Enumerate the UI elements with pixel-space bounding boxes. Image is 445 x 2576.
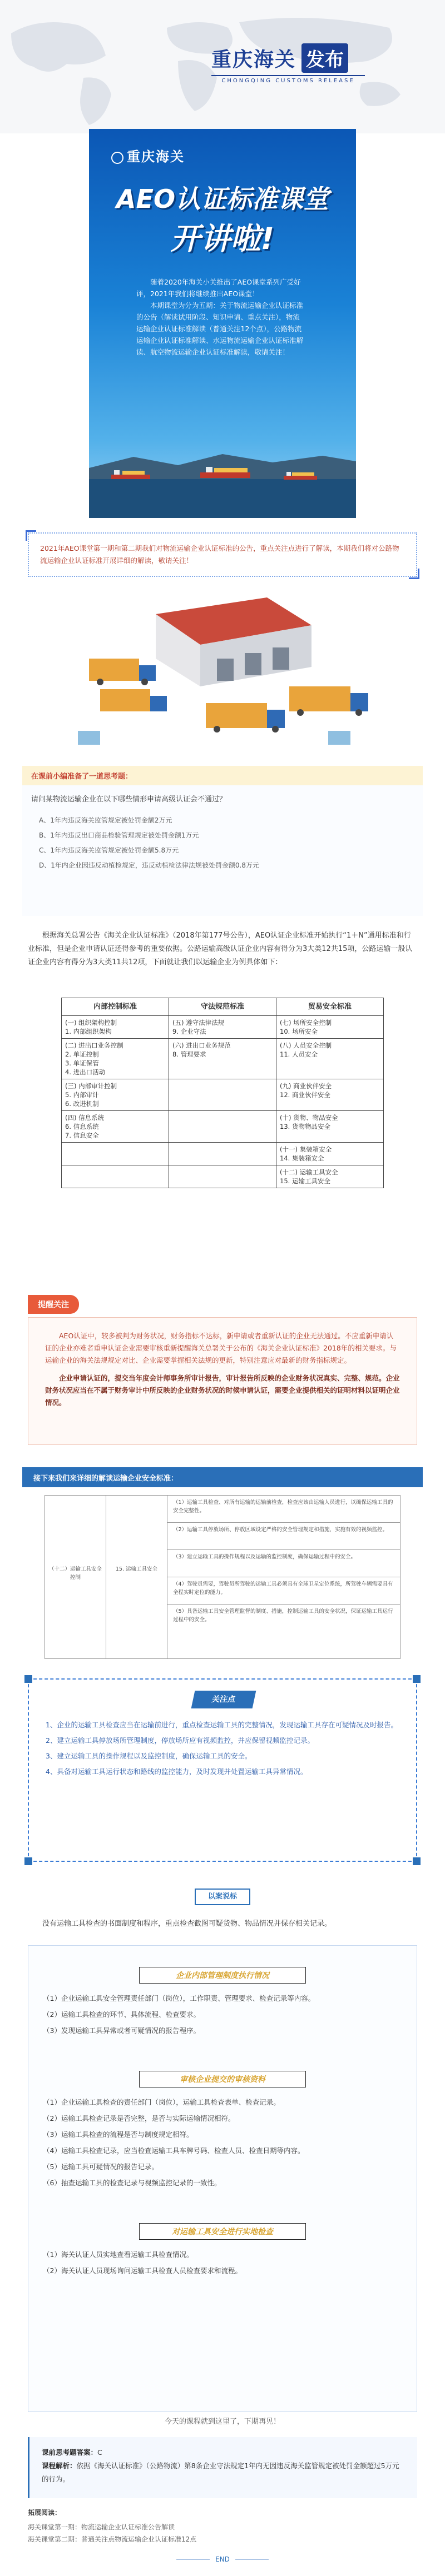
case-section-heading: 审核企业提交的审核资料 xyxy=(139,2071,306,2087)
answer-value: C xyxy=(97,2448,102,2457)
further-reading xyxy=(28,2507,417,2545)
port-ships-illustration xyxy=(89,440,356,518)
table-row xyxy=(62,1143,384,1165)
table-cell: (二) 进出口业务控制 2. 单证控制 3. 单证保管 4. 进出口活动 xyxy=(62,1039,169,1079)
case-item: （1）企业运输工具安全管理责任部门（岗位），工作职责、管理要求、检查记录等内容。 xyxy=(43,1994,315,2002)
corner-decoration xyxy=(413,1675,421,1683)
notice-title: 关注点 xyxy=(191,1691,256,1708)
table-cell: (十二) 运输工具安全 15. 运输工具安全 xyxy=(276,1165,384,1188)
case-item: （1）企业运输工具检查的责任部门（岗位），运输工具检查表单、检查记录。 xyxy=(43,2098,280,2106)
table-cell: (八) 人员安全控制 11. 人员安全 xyxy=(276,1039,384,1079)
security-section-bar: 接下来我们来详细的解读运输企业安全标准： xyxy=(22,1467,423,1487)
table-row xyxy=(62,1165,384,1188)
case-item: （1）海关认证人员实地查看运输工具检查情况。 xyxy=(43,2250,194,2259)
quiz-option: A、1年内违反海关监管规定被处罚金额2万元 xyxy=(39,816,172,824)
poster-description xyxy=(136,276,303,358)
case-item: （2）运输工具检查的环节、具体流程、检查要求。 xyxy=(43,2010,200,2019)
corner-decoration xyxy=(413,1857,421,1865)
poster-paragraph: 本期课堂为分为五期：关于物流运输企业认证标准的公告（解读试用阶段、知识申请、重点关注），物流运输企业认证标准解读（普通关注12个点），公路物流运输企业认证标准解读、水运物流运输企业认证标准解读、航空物流运输企业认证标准解读，敬请关注！ xyxy=(136,301,304,356)
logistics-warehouse-illustration xyxy=(67,592,378,753)
end-marker: END xyxy=(0,2555,445,2563)
table-cell: (七) 场所安全控制 10. 场所安全 xyxy=(276,1016,384,1039)
poster-subtitle: 开讲啦! xyxy=(170,221,275,256)
case-item: （4）运输工具检查记录，应当检查运输工具车牌号码、检查人员、检查日期等内容。 xyxy=(43,2146,305,2155)
standards-table-body xyxy=(62,1016,384,1188)
case-section-heading: 对运输工具安全进行实地检查 xyxy=(139,2223,306,2240)
header-banner xyxy=(0,0,445,133)
table-cell xyxy=(62,1143,169,1165)
reading-link[interactable]: 海关课堂第二期：普通关注点物流运输企业认证标准12点 xyxy=(28,2535,197,2543)
table-cell: (四) 信息系统 6. 信息系统 7. 信息安全 xyxy=(62,1111,169,1143)
logo-title: 重庆海关 xyxy=(211,48,296,71)
reading-link[interactable]: 海关课堂第一期：物流运输企业认证标准公告解读 xyxy=(28,2523,175,2531)
quiz-question: 请问某物流运输企业在以下哪些情形申请高级认证会不通过？ xyxy=(31,795,227,804)
table-cell xyxy=(169,1111,276,1143)
quiz-heading: 在课前小编准备了一道思考题： xyxy=(22,766,423,785)
poster-title: AEO认证标准课堂 xyxy=(116,184,329,214)
tip-paragraph: AEO认证中，较多被判为财务状况，财务指标不达标，新申请或者重新认证的企业无法通过。不应重新申请认证的企业亦难者重申认证企业需要审核重新提醒海关总署关于公布的《海关企业认证标准》2018年的相关要求。与运输企业的海关法规规定对比、企业需要掌握相关法规的更新，特别注意应对最新的财务指标规定。 xyxy=(45,1332,397,1364)
table-row xyxy=(62,1079,384,1111)
table-cell: (十) 货物、物品安全 13. 货物物品安全 xyxy=(276,1111,384,1143)
case-intro: 没有运输工具检查的书面制度和程序，重点检查截图可疑货物、物品情况并保存相关记录。 xyxy=(42,1920,332,1928)
quiz-option: C、1年内违反海关监管规定被处罚金额5.8万元 xyxy=(39,846,179,854)
notice-item: 1、企业的运输工具检查应当在运输前进行，重点检查运输工具的完整情况，发现运输工具存在可疑情况及时报告。 xyxy=(46,1721,398,1729)
customs-emblem-icon xyxy=(111,152,123,164)
table-row xyxy=(62,1039,384,1079)
security-requirement: （2）运输工具停放场所、停放区域设定严格的安全管理规定和措施，实施有效的视频监控。 xyxy=(167,1523,400,1550)
table-cell: (十一) 集装箱安全 14. 集装箱安全 xyxy=(276,1143,384,1165)
corner-decoration xyxy=(24,1857,32,1865)
security-requirement: （5）具备运输工具安全管理监督的制度、措施，控制运输工具的安全状况，保证运输工具运行过程中的安全。 xyxy=(173,1608,393,1623)
notice-item: 2、建立运输工具停放场所管理制度，停放场所应有视频监控，并应保留视频监控记录。 xyxy=(46,1736,314,1745)
logo-badge: 发布 xyxy=(301,43,348,73)
quiz-option: D、1年内企业因违反动植检规定，违反动植检法律法规被处罚金额0.8万元 xyxy=(39,861,259,869)
security-requirement: （3）建立运输工具的操作规程以及运输的监控制度，确保运输过程中的安全。 xyxy=(167,1550,400,1577)
table-cell xyxy=(169,1165,276,1188)
intro-note: 2021年AEO课堂第一期和第二期我们对物流运输企业认证标准的公告，重点关注点进行了解读，本期我们将对公路物流运输企业认证标准开展详细的解读，敬请关注！ xyxy=(28,532,417,577)
poster-paragraph: 随着2020年海关小关推出了AEO课堂系列广受好评，2021年我们将继续推出AEO课堂！ xyxy=(136,278,301,298)
case-section-heading: 企业内部管理制度执行情况 xyxy=(139,1967,306,1984)
table-cell: (三) 内部审计控制 5. 内部审计 6. 改进机制 xyxy=(62,1079,169,1111)
poster-emblem: 重庆海关 xyxy=(111,146,185,165)
security-category: （十二）运输工具安全控制 xyxy=(45,1496,106,1658)
case-item: （5）运输工具可疑情况的报告记录。 xyxy=(43,2163,159,2171)
table-cell: (六) 进出口业务规范 8. 管理要求 xyxy=(169,1039,276,1079)
tip-tag: 提醒关注 xyxy=(28,1295,79,1314)
security-requirement: （1）运输工具检查、对所有运输的运输前检查，检查应该由运输人员进行，以确保运输工具的安全完整性。 xyxy=(167,1496,400,1523)
standards-table xyxy=(61,998,384,1188)
table-cell: (九) 商业伙伴安全 12. 商业伙伴安全 xyxy=(276,1079,384,1111)
table-header: 贸易安全标准 xyxy=(276,998,384,1016)
corner-decoration xyxy=(24,1675,32,1683)
case-item: （3）运输工具检查的流程是否与制度规定相符。 xyxy=(43,2130,194,2139)
case-item: （3）发现运输工具异常或者可疑情况的报告程序。 xyxy=(43,2026,200,2035)
case-item: （2）运输工具检查记录是否完整，是否与实际运输情况相符。 xyxy=(43,2114,235,2122)
quiz-options xyxy=(22,810,423,876)
customs-logo xyxy=(211,43,378,93)
case-item: （6）抽查运输工具的检查记录与视频监控记录的一致性。 xyxy=(43,2179,221,2187)
table-header: 内部控制标准 xyxy=(62,998,169,1016)
table-cell: (一) 组织架构控制 1. 内部组织架构 xyxy=(62,1016,169,1039)
tip-paragraph: 企业申请认证的，提交当年度会计师事务所审计报告，审计报告所反映的企业财务状况真实、完整、规范。企业财务状况应当在不属于财务审计中所反映的企业财务状况的时候申请认证，需要企业提供相关的证明材料以证明企业情况。 xyxy=(45,1374,400,1407)
quiz-option: B、1年内违反出口商品检验管理规定被处罚金额1万元 xyxy=(39,831,199,839)
table-row xyxy=(62,1111,384,1143)
security-item: 15. 运输工具安全 xyxy=(106,1496,167,1658)
table-cell: (五) 遵守法律法规 9. 企业守法 xyxy=(169,1016,276,1039)
answer-box xyxy=(28,2437,417,2498)
table-row xyxy=(62,1016,384,1039)
analysis-text: 依据《海关认证标准》（公路物流）第8条企业守法规定1年内无因违反海关监管规定被处罚金额超过5万元的行为。 xyxy=(42,2462,399,2483)
notice-item: 4、具备对运输工具运行状态和路线的监控能力，及时发现并处置运输工具异常情况。 xyxy=(46,1767,308,1776)
security-requirement: （4）驾驶员需要，驾驶员所驾驶的运输工具必须具有全球卫星定位系统，所驾驶车辆需要具有全程实时定位的能力。 xyxy=(167,1577,400,1605)
case-box xyxy=(28,1945,417,2412)
answer-label: 课前思考题答案： xyxy=(42,2448,98,2457)
table-cell xyxy=(62,1165,169,1188)
table-header: 守法规范标准 xyxy=(169,998,276,1016)
case-item: （2）海关认证人员现场询问运输工具检查人员检查要求和流程。 xyxy=(43,2266,242,2275)
security-requirements xyxy=(167,1496,400,1658)
tip-box xyxy=(28,1317,417,1445)
logo-subtitle: CHONGQING CUSTOMS RELEASE xyxy=(211,75,365,84)
closing-line: 今天的课程就到这里了，下期再见！ xyxy=(164,2418,280,2426)
table-cell xyxy=(169,1143,276,1165)
notice-box xyxy=(28,1678,417,1862)
notice-item: 3、建立运输工具的操作规程以及监控制度，确保运输工具的安全。 xyxy=(46,1752,252,1760)
security-table xyxy=(44,1495,400,1659)
quiz-card xyxy=(22,766,423,916)
further-reading-heading: 拓展阅读： xyxy=(28,2509,62,2517)
case-badge: 以案说标 xyxy=(195,1889,250,1905)
standards-intro-paragraph: 根据海关总署公告《海关企业认证标准》（2018年第177号公告），AEO认证企业标准开始执行“1＋N”通用标准和行业标准，但是企业申请认证还得参考的重要依据。公路运输高级认证企业内容有得分为3大类12共15项，公路运输一般认证企业内容有得分为3大类11共12项，下面就让我们以运输企业为例具体如下： xyxy=(28,931,413,966)
course-poster xyxy=(89,129,356,518)
analysis-label: 课程解析： xyxy=(42,2462,77,2470)
table-cell xyxy=(169,1079,276,1111)
